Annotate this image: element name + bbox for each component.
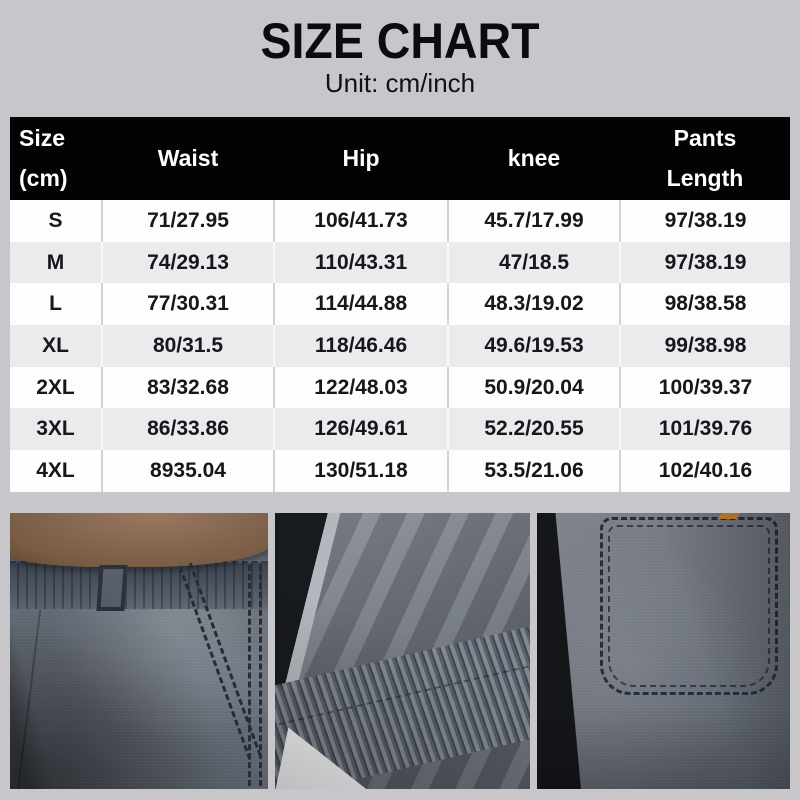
pants_length-cell: 98/38.58 [620, 283, 790, 325]
fabric-fold-shadow [537, 513, 790, 789]
header-size-line2: (cm) [19, 165, 68, 191]
size-cell: 4XL [10, 450, 102, 492]
page-title: SIZE CHART [260, 13, 540, 69]
size-table-header [10, 117, 790, 200]
waist-cell: 77/30.31 [102, 283, 274, 325]
waist-cell: 83/32.68 [102, 367, 274, 409]
pants_length-cell: 97/38.19 [620, 242, 790, 284]
table-row-2XL [10, 367, 790, 409]
knee-cell: 49.6/19.53 [448, 325, 620, 367]
knee-cell: 50.9/20.04 [448, 367, 620, 409]
knee-cell: 53.5/21.06 [448, 450, 620, 492]
waist-cell: 74/29.13 [102, 242, 274, 284]
header-pants-line2: Length [666, 165, 744, 191]
size-table [10, 117, 790, 492]
hip-cell: 122/48.03 [274, 367, 448, 409]
header-pants-length [620, 117, 790, 200]
table-row-3XL [10, 408, 790, 450]
size-cell: S [10, 200, 102, 242]
hip-cell: 130/51.18 [274, 450, 448, 492]
size-cell: L [10, 283, 102, 325]
waist-cell: 8935.04 [102, 450, 274, 492]
pants_length-cell: 97/38.19 [620, 200, 790, 242]
table-row-L [10, 283, 790, 325]
header-size-line1: Size [19, 125, 66, 151]
pants_length-cell: 99/38.98 [620, 325, 790, 367]
waist-cell: 86/33.86 [102, 408, 274, 450]
pants_length-cell: 102/40.16 [620, 450, 790, 492]
header-hip: Hip [274, 117, 448, 200]
header-size [10, 117, 102, 200]
size-table-body [10, 200, 790, 492]
header-row [10, 117, 790, 200]
size-cell: M [10, 242, 102, 284]
fabric-fold-shadow [275, 513, 530, 789]
size-table-wrap [10, 117, 790, 492]
pants_length-cell: 100/39.37 [620, 367, 790, 409]
heading-block [0, 0, 800, 117]
hip-cell: 110/43.31 [274, 242, 448, 284]
table-row-M [10, 242, 790, 284]
product-photo-strip [10, 513, 790, 789]
photo-waistband-front [10, 513, 268, 789]
header-pants-line1: Pants [673, 125, 737, 151]
header-knee: knee [448, 117, 620, 200]
knee-cell: 52.2/20.55 [448, 408, 620, 450]
hip-cell: 106/41.73 [274, 200, 448, 242]
photo-elastic-cuff [275, 513, 530, 789]
unit-subtitle: Unit: cm/inch [324, 68, 476, 98]
hip-cell: 126/49.61 [274, 408, 448, 450]
knee-cell: 45.7/17.99 [448, 200, 620, 242]
pants_length-cell: 101/39.76 [620, 408, 790, 450]
header-waist: Waist [102, 117, 274, 200]
size-cell: XL [10, 325, 102, 367]
waist-cell: 80/31.5 [102, 325, 274, 367]
table-row-S [10, 200, 790, 242]
size-cell: 3XL [10, 408, 102, 450]
fabric-fold-shadow [10, 513, 268, 789]
hip-cell: 114/44.88 [274, 283, 448, 325]
size-cell: 2XL [10, 367, 102, 409]
knee-cell: 48.3/19.02 [448, 283, 620, 325]
waist-cell: 71/27.95 [102, 200, 274, 242]
hip-cell: 118/46.46 [274, 325, 448, 367]
knee-cell: 47/18.5 [448, 242, 620, 284]
table-row-XL [10, 325, 790, 367]
photo-side-pocket [537, 513, 790, 789]
table-row-4XL [10, 450, 790, 492]
